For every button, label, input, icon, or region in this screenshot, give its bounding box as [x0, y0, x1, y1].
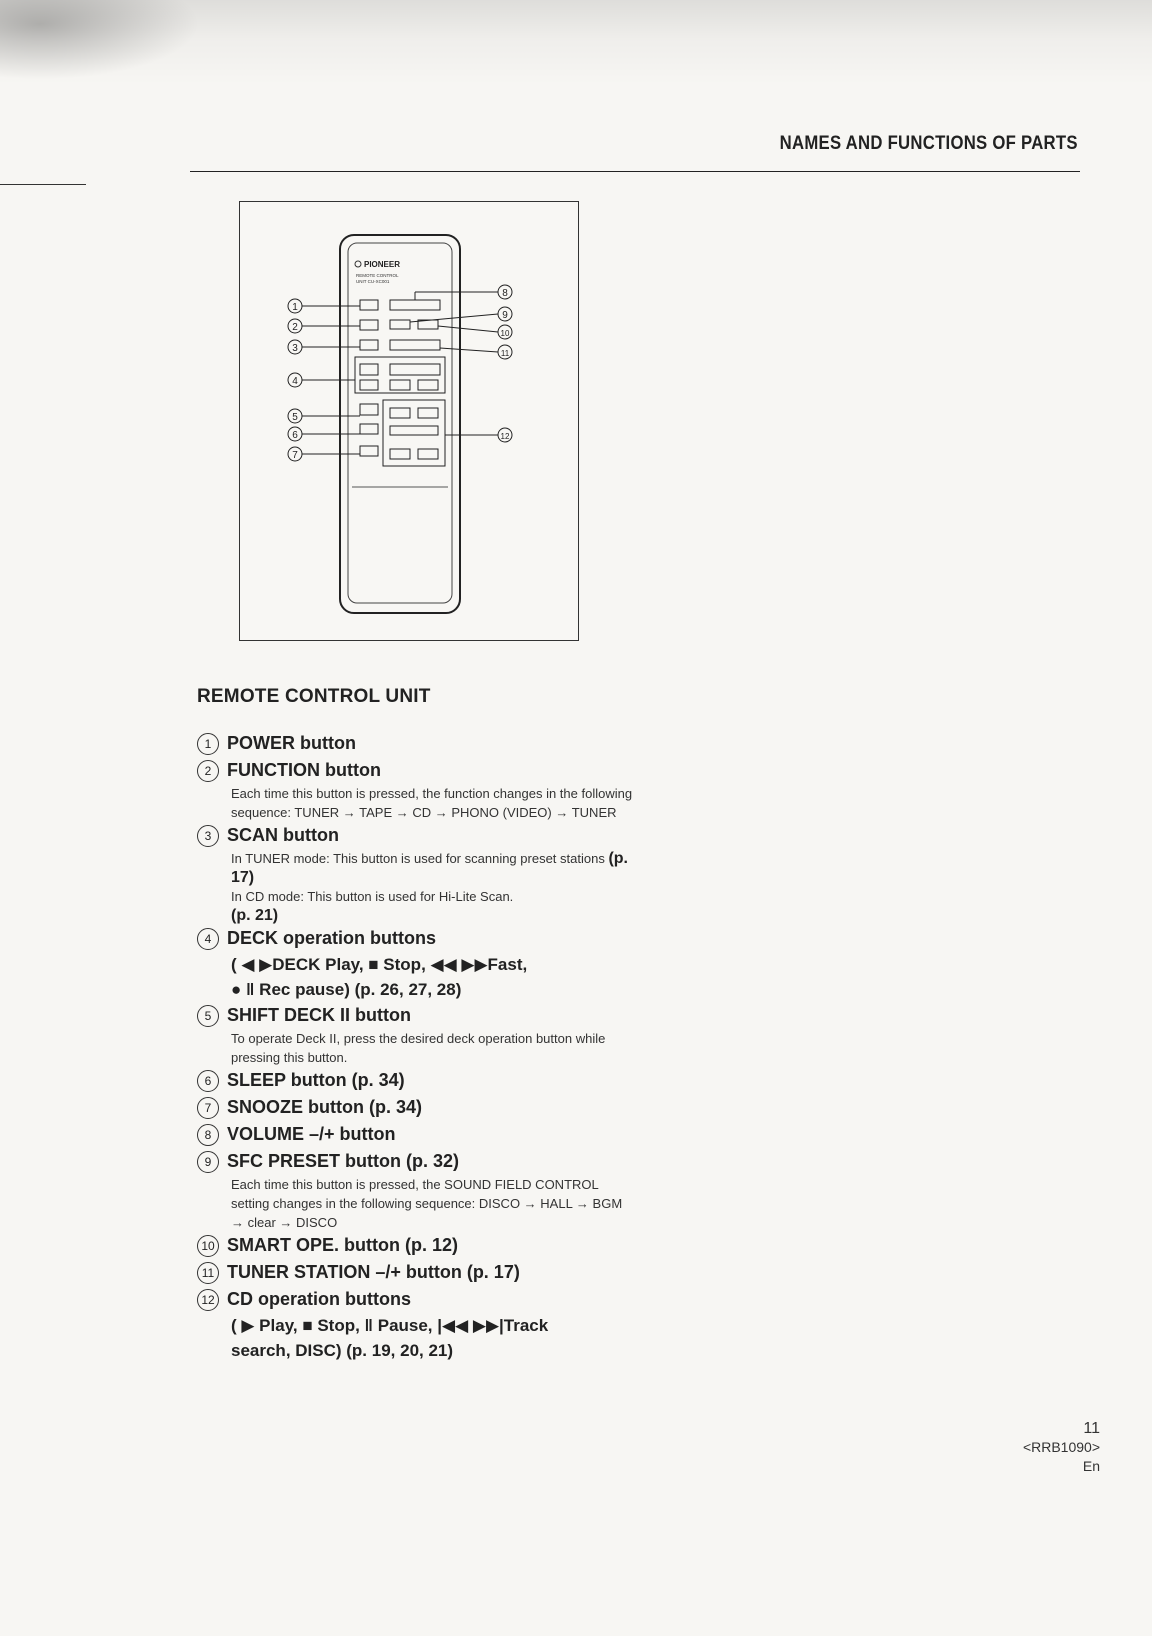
callout-12-label: 12 [500, 432, 510, 441]
item-number: 10 [197, 1235, 219, 1257]
callout-5-label: 5 [292, 412, 298, 423]
deck-ff-key [418, 380, 438, 390]
item-description [231, 906, 637, 925]
parts-list [197, 686, 637, 1363]
deck-play-key [390, 364, 440, 375]
remote-model-line2: UNIT CU-XC001 [356, 279, 390, 284]
callout-6-label: 6 [292, 430, 298, 441]
scan-smudge [0, 0, 200, 80]
list-item-function [197, 757, 637, 822]
header-rule [190, 171, 1080, 172]
margin-mark [0, 184, 86, 185]
item-description: In CD mode: This button is used for Hi-Lite Scan. [231, 889, 514, 904]
list-item-scan [197, 822, 637, 925]
callout-2-label: 2 [292, 322, 298, 333]
scan-tuner-text: In TUNER mode: This button is used for scanning preset stations [231, 851, 605, 866]
cd-key-1 [390, 408, 410, 418]
doc-code: <RRB1090> [1022, 1439, 1100, 1455]
item-description: Each time this button is pressed, the SOUND FIELD CONTROL setting changes in the following sequence: DISCO → HALL → BGM → clear → DISCO [231, 1177, 623, 1230]
item-title: SFC PRESET button (p. 32) [227, 1151, 459, 1171]
item-number: 6 [197, 1070, 219, 1092]
cd-key-2 [418, 408, 438, 418]
item-title: SLEEP button (p. 34) [227, 1070, 405, 1090]
item-number: 9 [197, 1151, 219, 1173]
list-item-cd [197, 1286, 637, 1363]
item-number: 5 [197, 1005, 219, 1027]
callout-10-label: 10 [500, 329, 510, 338]
item-subline: ( ◀ ▶DECK Play, ■ Stop, ◀◀ ▶▶Fast, [231, 955, 528, 974]
remote-model-line1: REMOTE CONTROL [356, 273, 399, 278]
item-title: POWER button [227, 733, 356, 753]
item-number: 12 [197, 1289, 219, 1311]
deck-rew-key [390, 380, 410, 390]
item-title: SMART OPE. button (p. 12) [227, 1235, 458, 1255]
section-title: REMOTE CONTROL UNIT [197, 686, 431, 707]
item-title: SHIFT DECK II button [227, 1005, 411, 1025]
cd-key-4 [390, 449, 410, 459]
cd-block [383, 400, 445, 466]
pioneer-logo-icon [355, 261, 361, 267]
item-title: FUNCTION button [227, 760, 381, 780]
remote-figure [239, 201, 579, 641]
item-number: 7 [197, 1097, 219, 1119]
power-key [360, 300, 378, 310]
snooze-key [360, 446, 378, 456]
remote-brand: PIONEER [364, 260, 401, 269]
item-subline: ( ▶ Play, ■ Stop, ‖ Pause, |◀◀ ▶▶|Track [231, 1316, 549, 1335]
item-description: To operate Deck II, press the desired deck operation button while pressing this button. [231, 1031, 606, 1065]
list-item-smart-ope [197, 1232, 637, 1259]
item-number: 8 [197, 1124, 219, 1146]
sleep-key [360, 424, 378, 434]
list-item-snooze [197, 1094, 637, 1121]
callout-4-label: 4 [292, 376, 298, 387]
item-title: TUNER STATION –/+ button (p. 17) [227, 1262, 520, 1282]
item-description: Each time this button is pressed, the function changes in the following sequence: TUNER → TAPE → CD → PHONO (VIDEO) → TUNER [231, 786, 633, 820]
item-number: 1 [197, 733, 219, 755]
cd-key-5 [418, 449, 438, 459]
item-number: 11 [197, 1262, 219, 1284]
item-number: 3 [197, 825, 219, 847]
item-title: CD operation buttons [227, 1289, 411, 1309]
list-item-volume [197, 1121, 637, 1148]
cd-key-3 [390, 426, 438, 435]
callout-9-label: 9 [502, 310, 508, 321]
page-number: 11 [1083, 1420, 1100, 1437]
section-header: NAMES AND FUNCTIONS OF PARTS [779, 133, 1078, 154]
callout-11-label: 11 [500, 349, 510, 358]
item-description [231, 849, 637, 887]
item-title: VOLUME –/+ button [227, 1124, 396, 1144]
page-ref: (p. 21) [231, 907, 279, 924]
list-item-sleep [197, 1067, 637, 1094]
callout-1-label: 1 [292, 302, 298, 313]
list-item-tuner-station [197, 1259, 637, 1286]
page-ref: (p. 17) [231, 850, 628, 886]
volume-key [390, 300, 440, 310]
shift-key [360, 404, 378, 415]
list-item-deck [197, 925, 637, 1002]
callout-7-label: 7 [292, 450, 298, 461]
page-footer [1023, 1419, 1100, 1476]
function-key [360, 320, 378, 330]
scan-key [360, 340, 378, 350]
item-subline: ● ‖ Rec pause) (p. 26, 27, 28) [231, 980, 462, 999]
deck-key-b [360, 380, 378, 390]
item-subline: search, DISC) (p. 19, 20, 21) [231, 1341, 454, 1360]
remote-diagram [240, 202, 578, 640]
list-item-shift-deck [197, 1002, 637, 1067]
item-number: 2 [197, 760, 219, 782]
remote-inner [348, 243, 452, 603]
item-number: 4 [197, 928, 219, 950]
tuner-station-key [390, 340, 440, 350]
list-item-sfc-preset [197, 1148, 637, 1232]
item-title: DECK operation buttons [227, 928, 436, 948]
list-item-power [197, 730, 637, 757]
sfc-key [390, 320, 410, 329]
item-title: SNOOZE button (p. 34) [227, 1097, 422, 1117]
item-title: SCAN button [227, 825, 339, 845]
deck-key-a [360, 364, 378, 375]
language-tag: En [1082, 1458, 1100, 1474]
callout-8-label: 8 [502, 288, 508, 299]
callout-3-label: 3 [292, 343, 298, 354]
